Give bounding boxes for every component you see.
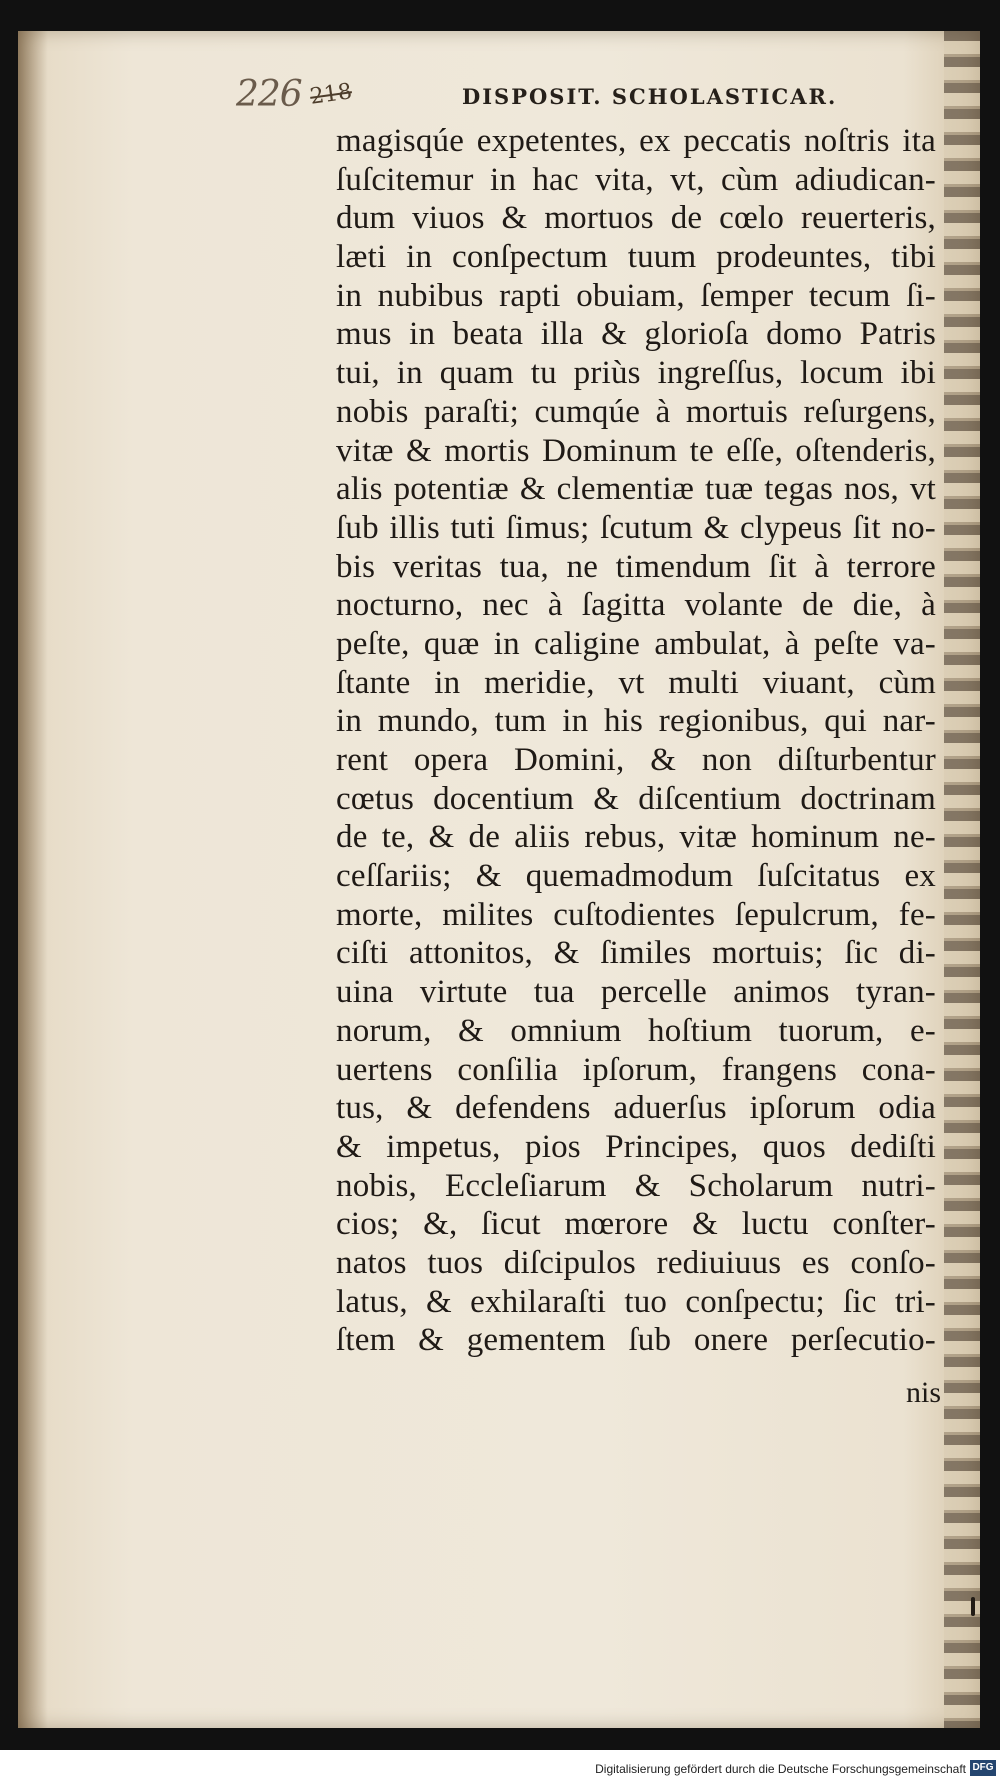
text-line: magisqúe expetentes, ex peccatis noſtris ita xyxy=(336,123,936,159)
text-line: nobis, Eccleſiarum & Scholarum nutri- xyxy=(336,1167,936,1204)
text-line: ciſti attonitos, & ſimiles mortuis; ſic di- xyxy=(336,935,936,972)
text-line: tui, in quam tu priùs ingreſſus, locum ibi xyxy=(336,355,936,392)
text-line: cios; &, ſicut mœrore & luctu conſter- xyxy=(336,1206,936,1243)
text-line: uina virtute tua percelle animos tyran- xyxy=(336,974,936,1011)
printed-page-number: 218 xyxy=(308,79,354,110)
text-line: ſtem & gementem ſub onere perſecutio- xyxy=(336,1322,936,1359)
text-line: natos tuos diſcipulos rediuiuus es conſo- xyxy=(336,1244,936,1281)
text-line: & impetus, pios Principes, quos dediſti xyxy=(336,1128,936,1165)
text-line: dum viuos & mortuos de cœlo reuerteris, xyxy=(336,200,936,237)
text-line: ceſſariis; & quemadmodum ſuſcitatus ex xyxy=(336,858,936,895)
text-line: alis potentiæ & clementiæ tuæ tegas nos, vt xyxy=(336,471,936,508)
text-line: vitæ & mortis Dominum te eſſe, oſtenderis, xyxy=(336,432,936,469)
text-line: ſub illis tuti ſimus; ſcutum & clypeus ſit no- xyxy=(336,509,936,546)
text-line: nocturno, nec à ſagitta volante de die, à xyxy=(336,587,936,624)
text-line: morte, milites cuſtodientes ſepulcrum, fe- xyxy=(336,896,936,933)
text-line: latus, & exhilaraſti tuo conſpectu; ſic tri- xyxy=(336,1283,936,1320)
text-line: in nubibus rapti obuiam, ſemper tecum ſi- xyxy=(336,277,936,314)
page-gutter-shadow xyxy=(18,31,48,1728)
text-line: de te, & de aliis rebus, vitæ hominum ne- xyxy=(336,819,936,856)
text-line: bis veritas tua, ne timendum ſit à terrore xyxy=(336,548,936,585)
body-text xyxy=(336,122,936,1360)
ink-mark xyxy=(971,1597,975,1616)
text-line: rent opera Domini, & non diſturbentur xyxy=(336,742,936,778)
digitization-credit: Digitalisierung gefördert durch die Deutsche Forschungsgemeinschaft xyxy=(595,1762,966,1776)
text-line: ſuſcitemur in hac vita, vt, cùm adiudican- xyxy=(336,161,936,198)
dfg-logo: DFG xyxy=(970,1760,996,1776)
text-line: ſtante in meridie, vt multi viuant, cùm xyxy=(336,664,936,701)
text-line: nobis paraſti; cumqúe à mortuis reſurgens, xyxy=(336,393,936,430)
text-line: in mundo, tum in his regionibus, qui nar- xyxy=(336,703,936,740)
text-line: norum, & omnium hoſtium tuorum, e- xyxy=(336,1012,936,1049)
text-line: tus, & defendens aduerſus ipſorum odia xyxy=(336,1090,936,1127)
text-line: mus in beata illa & glorioſa domo Patris xyxy=(336,316,936,353)
catchword: nis xyxy=(906,1376,942,1409)
text-line: cœtus docentium & diſcentium doctrinam xyxy=(336,780,936,817)
text-line: uertens conſilia ipſorum, frangens cona- xyxy=(336,1051,936,1088)
page-edge-decay xyxy=(944,31,980,1728)
running-head: DISPOSIT. SCHOLASTICAR. xyxy=(462,84,838,109)
text-line: læti in conſpectum tuum prodeuntes, tibi xyxy=(336,239,936,276)
text-line: peſte, quæ in caligine ambulat, à peſte va- xyxy=(336,625,936,662)
handwritten-page-number: 226 xyxy=(236,74,302,115)
